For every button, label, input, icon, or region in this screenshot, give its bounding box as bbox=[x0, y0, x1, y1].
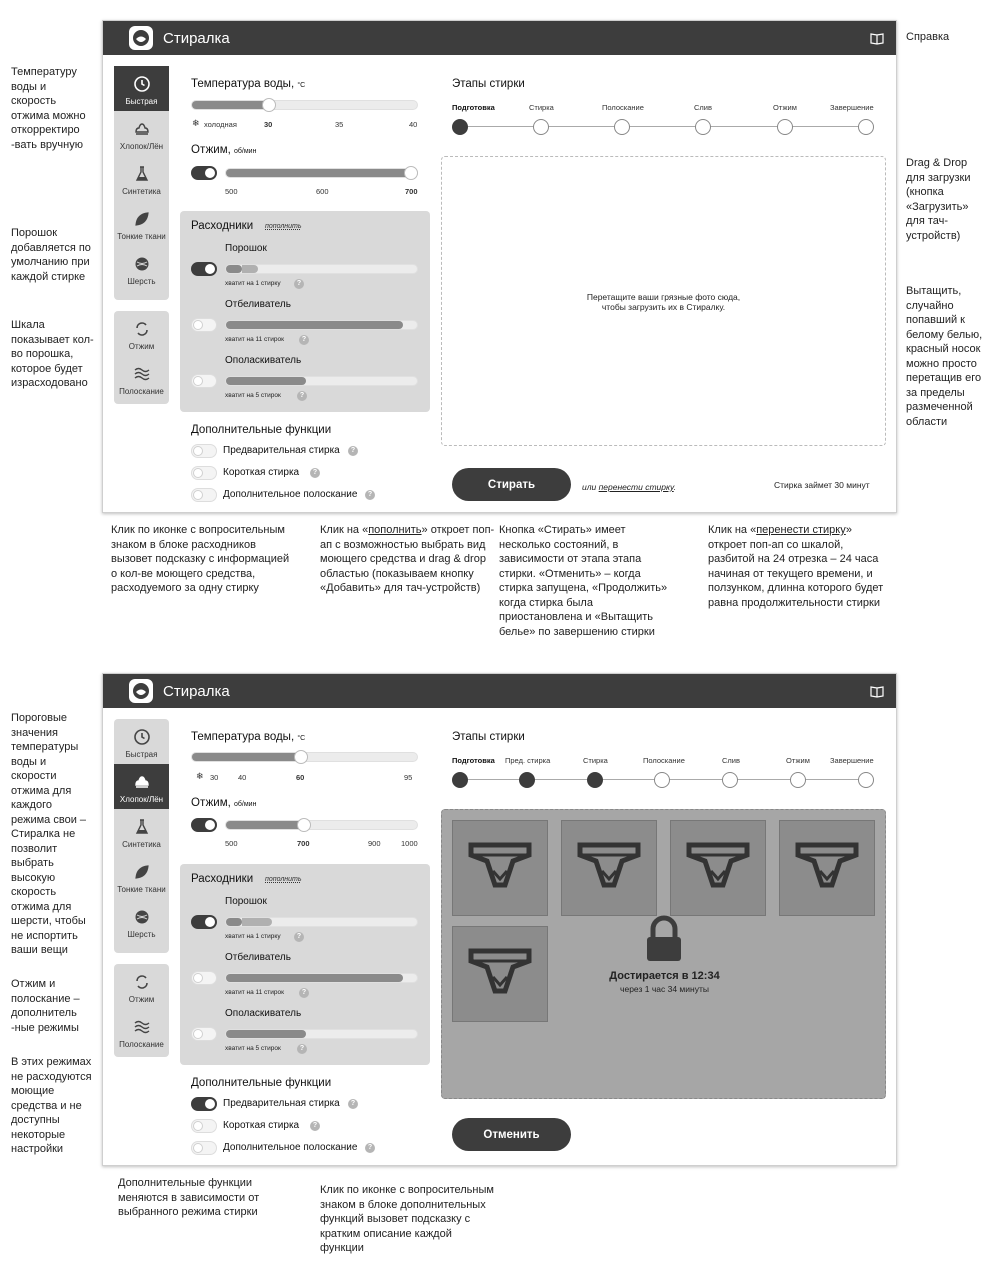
stage-dot bbox=[519, 772, 535, 788]
toggle-dot bbox=[205, 1099, 215, 1109]
extra-label: Короткая стирка bbox=[223, 467, 300, 478]
mode-spin[interactable] bbox=[114, 311, 169, 356]
temp-tick: 30 bbox=[210, 773, 219, 782]
stage-label: Завершение bbox=[830, 103, 874, 112]
note-postpone-prefix: Клик на « bbox=[708, 524, 757, 536]
help-question-icon[interactable]: ? bbox=[310, 1121, 320, 1131]
toggle-dot bbox=[205, 917, 215, 927]
mode-sidebar bbox=[114, 719, 169, 953]
mode-cotton[interactable] bbox=[114, 111, 169, 156]
drop-text bbox=[442, 292, 885, 312]
stage-dot bbox=[790, 772, 806, 788]
extras-title: Дополнительные функции bbox=[191, 1077, 332, 1089]
softener-bar-fill bbox=[226, 377, 306, 385]
wash-duration: Стирка займет 30 минут bbox=[774, 480, 870, 490]
flask-icon bbox=[133, 818, 151, 836]
spin-title-text: Отжим, bbox=[191, 144, 231, 156]
spin-title bbox=[191, 144, 256, 156]
spin-icon bbox=[133, 320, 151, 338]
note-refill-link: пополнить bbox=[368, 524, 422, 536]
temp-tick: 35 bbox=[335, 120, 344, 129]
mode-label: Шерсть bbox=[127, 930, 156, 939]
stage-dot bbox=[654, 772, 670, 788]
snowflake-icon: ❄ bbox=[192, 118, 200, 128]
mode-label: Отжим bbox=[128, 342, 155, 351]
extra-label: Дополнительное полоскание bbox=[223, 1142, 358, 1153]
help-question-icon[interactable]: ? bbox=[365, 490, 375, 500]
note-extra-modes: Отжим и полоскание – дополнитель -ные режимы bbox=[11, 978, 80, 1034]
softener-bar-fill bbox=[226, 1030, 306, 1038]
bleach-toggle[interactable] bbox=[191, 318, 217, 332]
note-refill-prefix: Клик на « bbox=[320, 524, 369, 536]
toggle-dot bbox=[193, 1029, 203, 1039]
mode-label: Быстрая bbox=[125, 97, 158, 106]
mode-delicate[interactable] bbox=[114, 854, 169, 899]
temp-tick: 40 bbox=[238, 773, 247, 782]
photo-drop-zone[interactable] bbox=[441, 156, 886, 446]
mode-synthetic[interactable] bbox=[114, 809, 169, 854]
supply-name: Отбеливатель bbox=[225, 952, 291, 963]
temp-tick: 40 bbox=[409, 120, 418, 129]
short-wash-toggle[interactable] bbox=[191, 1119, 217, 1133]
help-question-icon[interactable]: ? bbox=[297, 1044, 307, 1054]
stage-dot bbox=[777, 119, 793, 135]
spin-tick: 600 bbox=[316, 187, 329, 196]
available-at: Достирается в 12:34 bbox=[609, 970, 720, 982]
stage-label: Отжим bbox=[773, 103, 797, 112]
bleach-bar bbox=[225, 320, 418, 330]
note-refill-suffix: » откроет поп-ап с возможностью выбрать вид моющего средства и drag & drop областью (показываем кнопку «Добавить» для тач-устройств) bbox=[320, 524, 495, 594]
toggle-dot bbox=[193, 446, 203, 456]
short-wash-toggle[interactable] bbox=[191, 466, 217, 480]
stage-label: Подготовка bbox=[452, 103, 495, 112]
drop-text-line2: чтобы загрузить их в Стиралку. bbox=[601, 302, 726, 312]
mode-rinse[interactable] bbox=[114, 356, 169, 401]
note-manual-adjust: Температуру воды и скорость отжима можно откорректиро -вать вручную bbox=[11, 66, 86, 151]
toggle-dot bbox=[193, 1143, 203, 1153]
powder-bar-fill bbox=[226, 265, 242, 273]
spin-title bbox=[191, 797, 256, 809]
temp-slider[interactable] bbox=[191, 752, 418, 762]
bleach-bar bbox=[225, 973, 418, 983]
extra-mode-sidebar bbox=[114, 311, 169, 404]
yarn-icon bbox=[133, 255, 151, 273]
powder-toggle[interactable] bbox=[191, 915, 217, 929]
spin-tick: 500 bbox=[225, 187, 238, 196]
app-window-2 bbox=[102, 673, 897, 1166]
temp-title bbox=[191, 731, 305, 743]
note-scale: Шкала показывает кол-во порошка, которое будет израсходовано bbox=[11, 319, 94, 389]
temp-tick: 30 bbox=[264, 120, 273, 129]
spin-slider-fill bbox=[226, 169, 415, 177]
extra-label: Дополнительное полоскание bbox=[223, 489, 358, 500]
clock-icon bbox=[133, 728, 151, 746]
mode-spin[interactable] bbox=[114, 964, 169, 1009]
stage-label: Полоскание bbox=[643, 756, 685, 765]
refill-link[interactable]: пополнить bbox=[265, 876, 302, 883]
supply-hint: хватит на 1 стирку bbox=[225, 280, 281, 287]
powder-bar-usage bbox=[242, 265, 258, 273]
help-question-icon[interactable]: ? bbox=[294, 932, 304, 942]
stage-dot bbox=[695, 119, 711, 135]
mode-quick[interactable] bbox=[114, 66, 169, 111]
stage-label: Слив bbox=[694, 103, 712, 112]
mode-label: Полоскание bbox=[119, 387, 164, 396]
bleach-bar-fill bbox=[226, 974, 403, 982]
stage-label: Стирка bbox=[583, 756, 608, 765]
app-logo-icon bbox=[129, 679, 153, 703]
app-title: Стиралка bbox=[163, 682, 230, 700]
note-thresholds: Пороговые значения температуры воды и скорости отжима для каждого режима свои – Стиралка не позволит выбрать высокую скорость отжима для шерсти, чтобы не испортить ваши вещи bbox=[11, 712, 87, 956]
stage-dot bbox=[533, 119, 549, 135]
supply-name: Порошок bbox=[225, 896, 267, 907]
mode-label: Отжим bbox=[128, 995, 155, 1004]
leaf-icon bbox=[133, 863, 151, 881]
snowflake-icon: ❄ bbox=[196, 771, 204, 781]
or-text: или bbox=[582, 482, 597, 492]
title-bar bbox=[103, 674, 896, 708]
mode-label: Хлопок/Лён bbox=[119, 795, 164, 804]
app-title: Стиралка bbox=[163, 29, 230, 47]
temp-slider-fill bbox=[192, 101, 269, 109]
note-sock: Вытащить, случайно попавший к белому белью, красный носок можно просто перетащив его за пределы размеченной области bbox=[906, 285, 983, 428]
stages-title: Этапы стирки bbox=[452, 78, 525, 90]
mode-label: Быстрая bbox=[125, 750, 158, 759]
refill-link[interactable]: пополнить bbox=[265, 223, 302, 230]
temp-tick: 60 bbox=[296, 773, 305, 782]
photo-tile[interactable] bbox=[779, 820, 875, 916]
yarn-icon bbox=[133, 908, 151, 926]
temp-slider[interactable] bbox=[191, 100, 418, 110]
supply-name: Отбеливатель bbox=[225, 299, 291, 310]
temp-slider-knob[interactable] bbox=[294, 750, 308, 764]
mode-label: Шерсть bbox=[127, 277, 156, 286]
photo-tile[interactable] bbox=[452, 820, 548, 916]
supply-hint: хватит на 5 стирок bbox=[225, 1045, 281, 1052]
temp-tick: 95 bbox=[404, 773, 413, 782]
photo-tile[interactable] bbox=[561, 820, 657, 916]
prewash-toggle[interactable] bbox=[191, 444, 217, 458]
toggle-dot bbox=[205, 168, 215, 178]
softener-bar bbox=[225, 1029, 418, 1039]
supplies-title: Расходники bbox=[191, 220, 254, 232]
supplies-panel bbox=[180, 211, 430, 412]
spin-tick: 500 bbox=[225, 839, 238, 848]
underwear-icon bbox=[794, 839, 860, 897]
spin-unit: об/мин bbox=[234, 801, 257, 808]
note-postpone-link: перенести стирку bbox=[756, 524, 846, 536]
temp-slider-knob[interactable] bbox=[262, 98, 276, 112]
stage-label: Пред. стирка bbox=[505, 756, 551, 765]
stages-title: Этапы стирки bbox=[452, 731, 525, 743]
stage-dot bbox=[858, 119, 874, 135]
mode-sidebar bbox=[114, 66, 169, 300]
supply-name: Ополаскиватель bbox=[225, 355, 302, 366]
supplies-title: Расходники bbox=[191, 873, 254, 885]
spin-slider[interactable] bbox=[225, 820, 418, 830]
extra-label: Предварительная стирка bbox=[223, 445, 340, 456]
stage-label: Слив bbox=[722, 756, 740, 765]
help-book-icon[interactable] bbox=[870, 31, 884, 45]
temp-unit: °C bbox=[297, 735, 306, 742]
prewash-toggle[interactable] bbox=[191, 1097, 217, 1111]
toggle-dot bbox=[193, 376, 203, 386]
supply-hint: хватит на 1 стирку bbox=[225, 933, 281, 940]
help-question-icon[interactable]: ? bbox=[299, 335, 309, 345]
mode-wool[interactable] bbox=[114, 899, 169, 944]
toggle-dot bbox=[193, 320, 203, 330]
toggle-dot bbox=[205, 264, 215, 274]
supplies-panel bbox=[180, 864, 430, 1065]
note-extras-hint: Клик по иконке с вопросительным знаком в блоке дополнительных функций вызовет подсказку с кратким описание каждой функции bbox=[320, 1184, 494, 1254]
softener-toggle[interactable] bbox=[191, 374, 217, 388]
spin-tick: 900 bbox=[368, 839, 381, 848]
stage-dot bbox=[587, 772, 603, 788]
spin-tick: 1000 bbox=[401, 839, 418, 848]
temp-tick: холодная bbox=[204, 120, 237, 129]
spin-tick: 700 bbox=[405, 187, 418, 196]
toggle-dot bbox=[193, 973, 203, 983]
spin-unit: об/мин bbox=[234, 148, 257, 155]
stage-label: Завершение bbox=[830, 756, 874, 765]
spin-slider-fill bbox=[226, 821, 304, 829]
powder-bar bbox=[225, 917, 418, 927]
toggle-dot bbox=[193, 468, 203, 478]
clock-icon bbox=[133, 75, 151, 93]
temp-slider-fill bbox=[192, 753, 302, 761]
app-window-1 bbox=[102, 20, 897, 513]
stages-line bbox=[460, 126, 866, 127]
mode-cotton[interactable] bbox=[114, 764, 169, 809]
stage-label: Отжим bbox=[786, 756, 810, 765]
note-no-detergent: В этих режимах не расходуются моющие средства и не доступны некоторые настройки bbox=[11, 1056, 92, 1155]
spin-toggle[interactable] bbox=[191, 818, 217, 832]
softener-toggle[interactable] bbox=[191, 1027, 217, 1041]
stage-dot bbox=[614, 119, 630, 135]
underwear-icon bbox=[685, 839, 751, 897]
softener-bar bbox=[225, 376, 418, 386]
underwear-icon bbox=[467, 839, 533, 897]
spin-slider[interactable] bbox=[225, 168, 418, 178]
note-postpone bbox=[708, 523, 888, 610]
spin-slider-knob[interactable] bbox=[297, 818, 311, 832]
cotton-icon bbox=[133, 120, 151, 138]
bleach-toggle[interactable] bbox=[191, 971, 217, 985]
powder-toggle[interactable] bbox=[191, 262, 217, 276]
mode-label: Тонкие ткани bbox=[117, 885, 166, 894]
supply-name: Порошок bbox=[225, 243, 267, 254]
temp-title-text: Температура воды, bbox=[191, 731, 295, 743]
extras-title: Дополнительные функции bbox=[191, 424, 332, 436]
spin-slider-knob[interactable] bbox=[404, 166, 418, 180]
help-question-icon[interactable]: ? bbox=[299, 988, 309, 998]
waves-icon bbox=[133, 1018, 151, 1036]
postpone-link[interactable]: перенести стирку bbox=[598, 482, 674, 492]
stage-label: Полоскание bbox=[602, 103, 644, 112]
spin-tick: 700 bbox=[297, 839, 310, 848]
stage-dot bbox=[722, 772, 738, 788]
app-logo-icon bbox=[129, 26, 153, 50]
supply-hint: хватит на 11 стирок bbox=[225, 989, 284, 996]
note-wash-button: Кнопка «Стирать» имеет несколько состояний, в зависимости от этапа этапа стирки. «Отменить» – когда стирка запущена, «Продолжить» когда стирка была приостановлена и «Вытащить белье» по завершению стирки bbox=[499, 524, 668, 638]
wash-button[interactable]: Стирать bbox=[452, 468, 571, 501]
mode-rinse[interactable] bbox=[114, 1009, 169, 1054]
stage-dot bbox=[452, 772, 468, 788]
photo-tile[interactable] bbox=[670, 820, 766, 916]
stage-label: Подготовка bbox=[452, 756, 495, 765]
temp-unit: °C bbox=[297, 82, 306, 89]
powder-bar-usage bbox=[242, 918, 272, 926]
mode-label: Синтетика bbox=[122, 840, 161, 849]
mode-synthetic[interactable] bbox=[114, 156, 169, 201]
toggle-dot bbox=[193, 490, 203, 500]
mode-quick[interactable] bbox=[114, 719, 169, 764]
help-question-icon[interactable]: ? bbox=[365, 1143, 375, 1153]
stage-dot bbox=[858, 772, 874, 788]
toggle-dot bbox=[193, 1121, 203, 1131]
extra-rinse-toggle[interactable] bbox=[191, 1141, 217, 1155]
note-drag-drop: Drag & Drop для загрузки (кнопка «Загрузить» для тач-устройств) bbox=[906, 157, 971, 242]
supply-name: Ополаскиватель bbox=[225, 1008, 302, 1019]
lock-icon bbox=[644, 915, 684, 963]
drop-text-line1: Перетащите ваши грязные фото сюда, bbox=[586, 292, 741, 302]
extra-label: Короткая стирка bbox=[223, 1120, 300, 1131]
stage-label: Стирка bbox=[529, 103, 554, 112]
help-question-icon[interactable]: ? bbox=[297, 391, 307, 401]
help-question-icon[interactable]: ? bbox=[348, 446, 358, 456]
mode-label: Хлопок/Лён bbox=[119, 142, 164, 151]
note-extras-change: Дополнительные функции меняются в зависимости от выбранного режима стирки bbox=[118, 1177, 260, 1218]
mode-label: Полоскание bbox=[119, 1040, 164, 1049]
note-powder-default: Порошок добавляется по умолчанию при каждой стирке bbox=[11, 227, 91, 283]
extra-mode-sidebar bbox=[114, 964, 169, 1057]
spin-title-text: Отжим, bbox=[191, 797, 231, 809]
extra-label: Предварительная стирка bbox=[223, 1098, 340, 1109]
help-book-icon[interactable] bbox=[870, 684, 884, 698]
help-question-icon[interactable]: ? bbox=[310, 468, 320, 478]
temp-title bbox=[191, 78, 305, 90]
title-bar bbox=[103, 21, 896, 55]
cancel-button[interactable]: Отменить bbox=[452, 1118, 571, 1151]
help-question-icon[interactable]: ? bbox=[348, 1099, 358, 1109]
powder-bar-fill bbox=[226, 918, 242, 926]
mode-wool[interactable] bbox=[114, 246, 169, 291]
note-refill bbox=[320, 523, 496, 596]
temp-title-text: Температура воды, bbox=[191, 78, 295, 90]
waves-icon bbox=[133, 365, 151, 383]
note-postpone-suffix: » откроет поп-ап со шкалой, разбитой на 24 отрезка – 24 часа начиная от текущего времени, и ползунком, длинна которого будет равна продолжительности стирки bbox=[708, 524, 884, 609]
mode-delicate[interactable] bbox=[114, 201, 169, 246]
mode-label: Тонкие ткани bbox=[117, 232, 166, 241]
postpone-text: или перенести стирку. bbox=[582, 482, 677, 492]
supply-hint: хватит на 5 стирок bbox=[225, 392, 281, 399]
note-help: Справка bbox=[906, 31, 950, 43]
spin-icon bbox=[133, 973, 151, 991]
note-supplies-hint: Клик по иконке с вопросительным знаком в блоке расходников вызовет подсказку с информацией о кол-ве моющего средства, расходуемого за одну стирку bbox=[111, 524, 290, 594]
toggle-dot bbox=[205, 820, 215, 830]
underwear-icon bbox=[576, 839, 642, 897]
stage-dot bbox=[452, 119, 468, 135]
cotton-icon bbox=[133, 773, 151, 791]
powder-bar bbox=[225, 264, 418, 274]
photo-drop-zone-locked bbox=[441, 809, 886, 1099]
flask-icon bbox=[133, 165, 151, 183]
spin-toggle[interactable] bbox=[191, 166, 217, 180]
leaf-icon bbox=[133, 210, 151, 228]
supply-hint: хватит на 11 стирок bbox=[225, 336, 284, 343]
available-in: через 1 час 34 минуты bbox=[620, 984, 709, 994]
help-question-icon[interactable]: ? bbox=[294, 279, 304, 289]
mode-label: Синтетика bbox=[122, 187, 161, 196]
bleach-bar-fill bbox=[226, 321, 403, 329]
extra-rinse-toggle[interactable] bbox=[191, 488, 217, 502]
